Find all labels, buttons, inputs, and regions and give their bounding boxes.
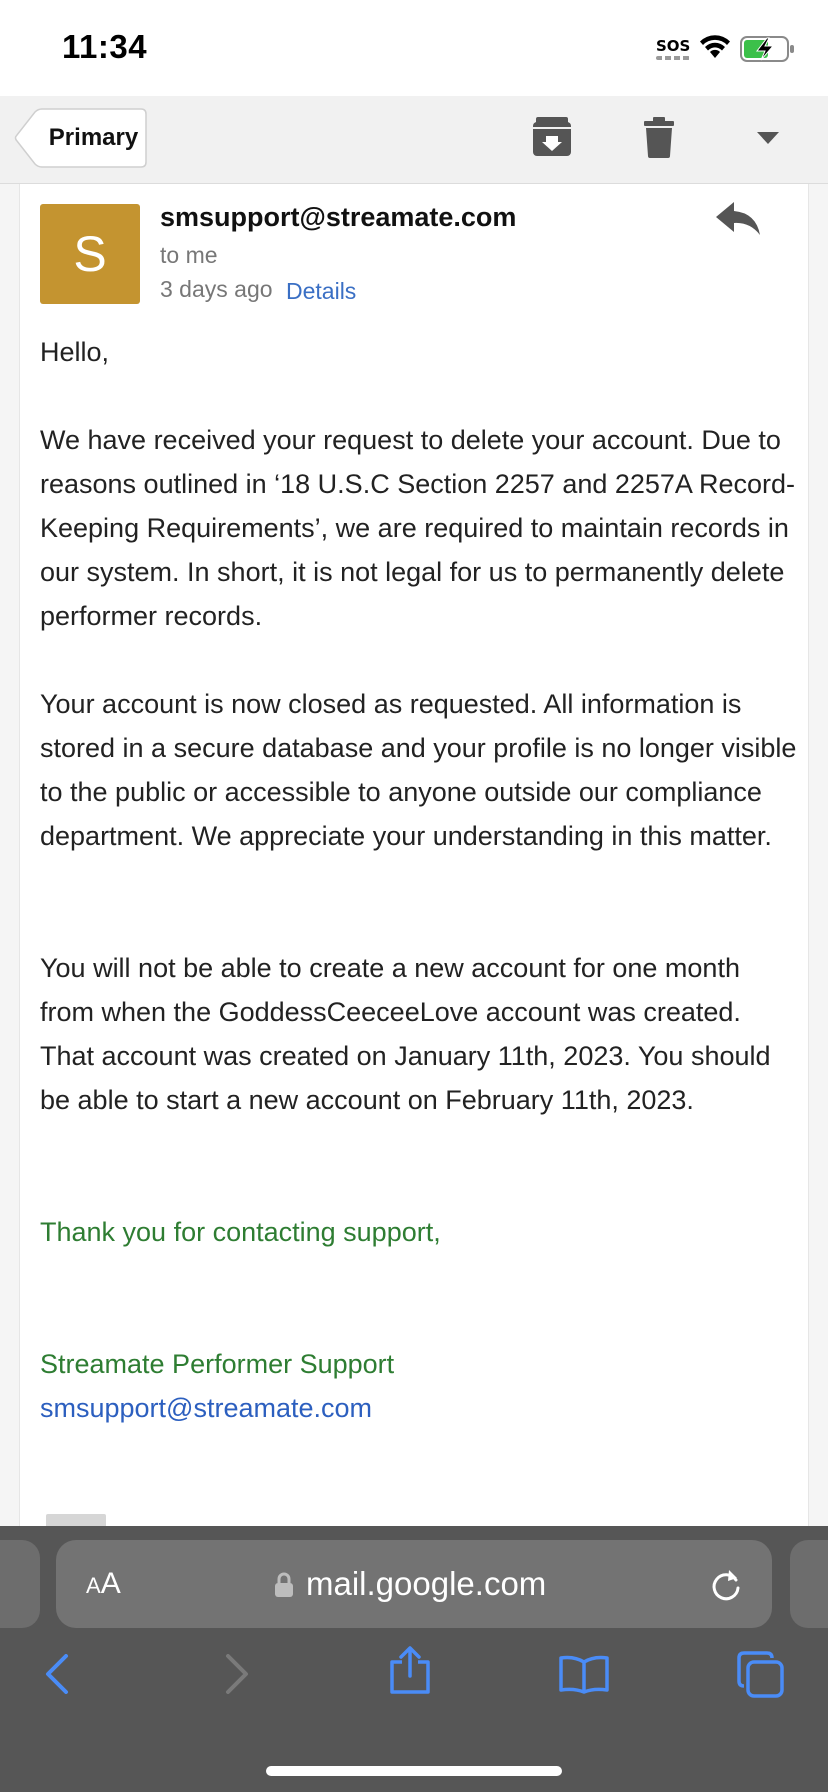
forward-icon[interactable] — [224, 1654, 250, 1694]
message-greeting: Hello, — [40, 337, 110, 367]
text-size-button[interactable] — [86, 1540, 121, 1628]
share-icon[interactable] — [388, 1646, 432, 1694]
signal-dots-icon — [656, 56, 690, 60]
browser-bottom-bar — [0, 1526, 828, 1792]
details-link[interactable]: Details — [286, 278, 357, 304]
lock-icon — [274, 1572, 294, 1598]
page-margin-left — [0, 184, 20, 1526]
closing-line: Thank you for contacting support, — [40, 1217, 441, 1247]
reload-icon[interactable] — [710, 1568, 742, 1602]
sender-address[interactable]: smsupport@streamate.com — [160, 202, 517, 232]
url-text[interactable]: mail.google.com — [306, 1565, 547, 1602]
message-paragraph: We have received your request to delete your account. Due to reasons outlined in ‘18 U.S.C Section 2257 and 2257A Record-Keeping Requirements’, we are required to maintain records in our system. In short, it is not legal for us to permanently delete performer records. — [40, 425, 795, 631]
trash-icon[interactable] — [644, 116, 674, 158]
wifi-icon — [698, 34, 732, 60]
dropdown-arrow-icon[interactable] — [757, 132, 779, 144]
battery-charging-icon — [740, 36, 796, 62]
status-bar — [0, 0, 828, 96]
previous-tab-edge[interactable] — [0, 1540, 40, 1628]
signature-name: Streamate Performer Support — [40, 1349, 395, 1379]
home-indicator[interactable] — [266, 1766, 562, 1776]
message-card — [20, 184, 808, 1526]
sos-indicator: SOS — [656, 37, 691, 55]
text-size-label: AA — [86, 1567, 121, 1600]
back-label: Primary — [48, 124, 139, 151]
recipient-line: to me — [160, 242, 218, 268]
tabs-icon[interactable] — [736, 1650, 784, 1698]
message-paragraph: You will not be able to create a new account for one month from when the GoddessCeeceeLove account was created. That account was created on January 11th, 2023. You should be able to start a new account on February 11th, 2023. — [40, 953, 771, 1115]
sender-avatar[interactable]: S — [40, 204, 140, 304]
reply-icon[interactable] — [716, 202, 760, 236]
back-icon[interactable] — [44, 1654, 70, 1694]
address-bar[interactable] — [56, 1540, 772, 1628]
page-margin-right — [808, 184, 828, 1526]
next-tab-edge[interactable] — [790, 1540, 828, 1628]
message-paragraph: Your account is now closed as requested. All information is stored in a secure database and your profile is no longer visible to the public or accessible to anyone outside our compliance department. We appreciate your understanding in this matter. — [40, 689, 797, 851]
bookmarks-icon[interactable] — [558, 1654, 610, 1694]
mail-toolbar — [0, 96, 828, 184]
message-date: 3 days ago — [160, 276, 273, 302]
back-to-primary-button[interactable] — [14, 108, 147, 168]
archive-icon[interactable] — [532, 116, 572, 158]
signature-email-link[interactable]: smsupport@streamate.com — [40, 1393, 373, 1423]
status-time: 11:34 — [62, 28, 148, 65]
